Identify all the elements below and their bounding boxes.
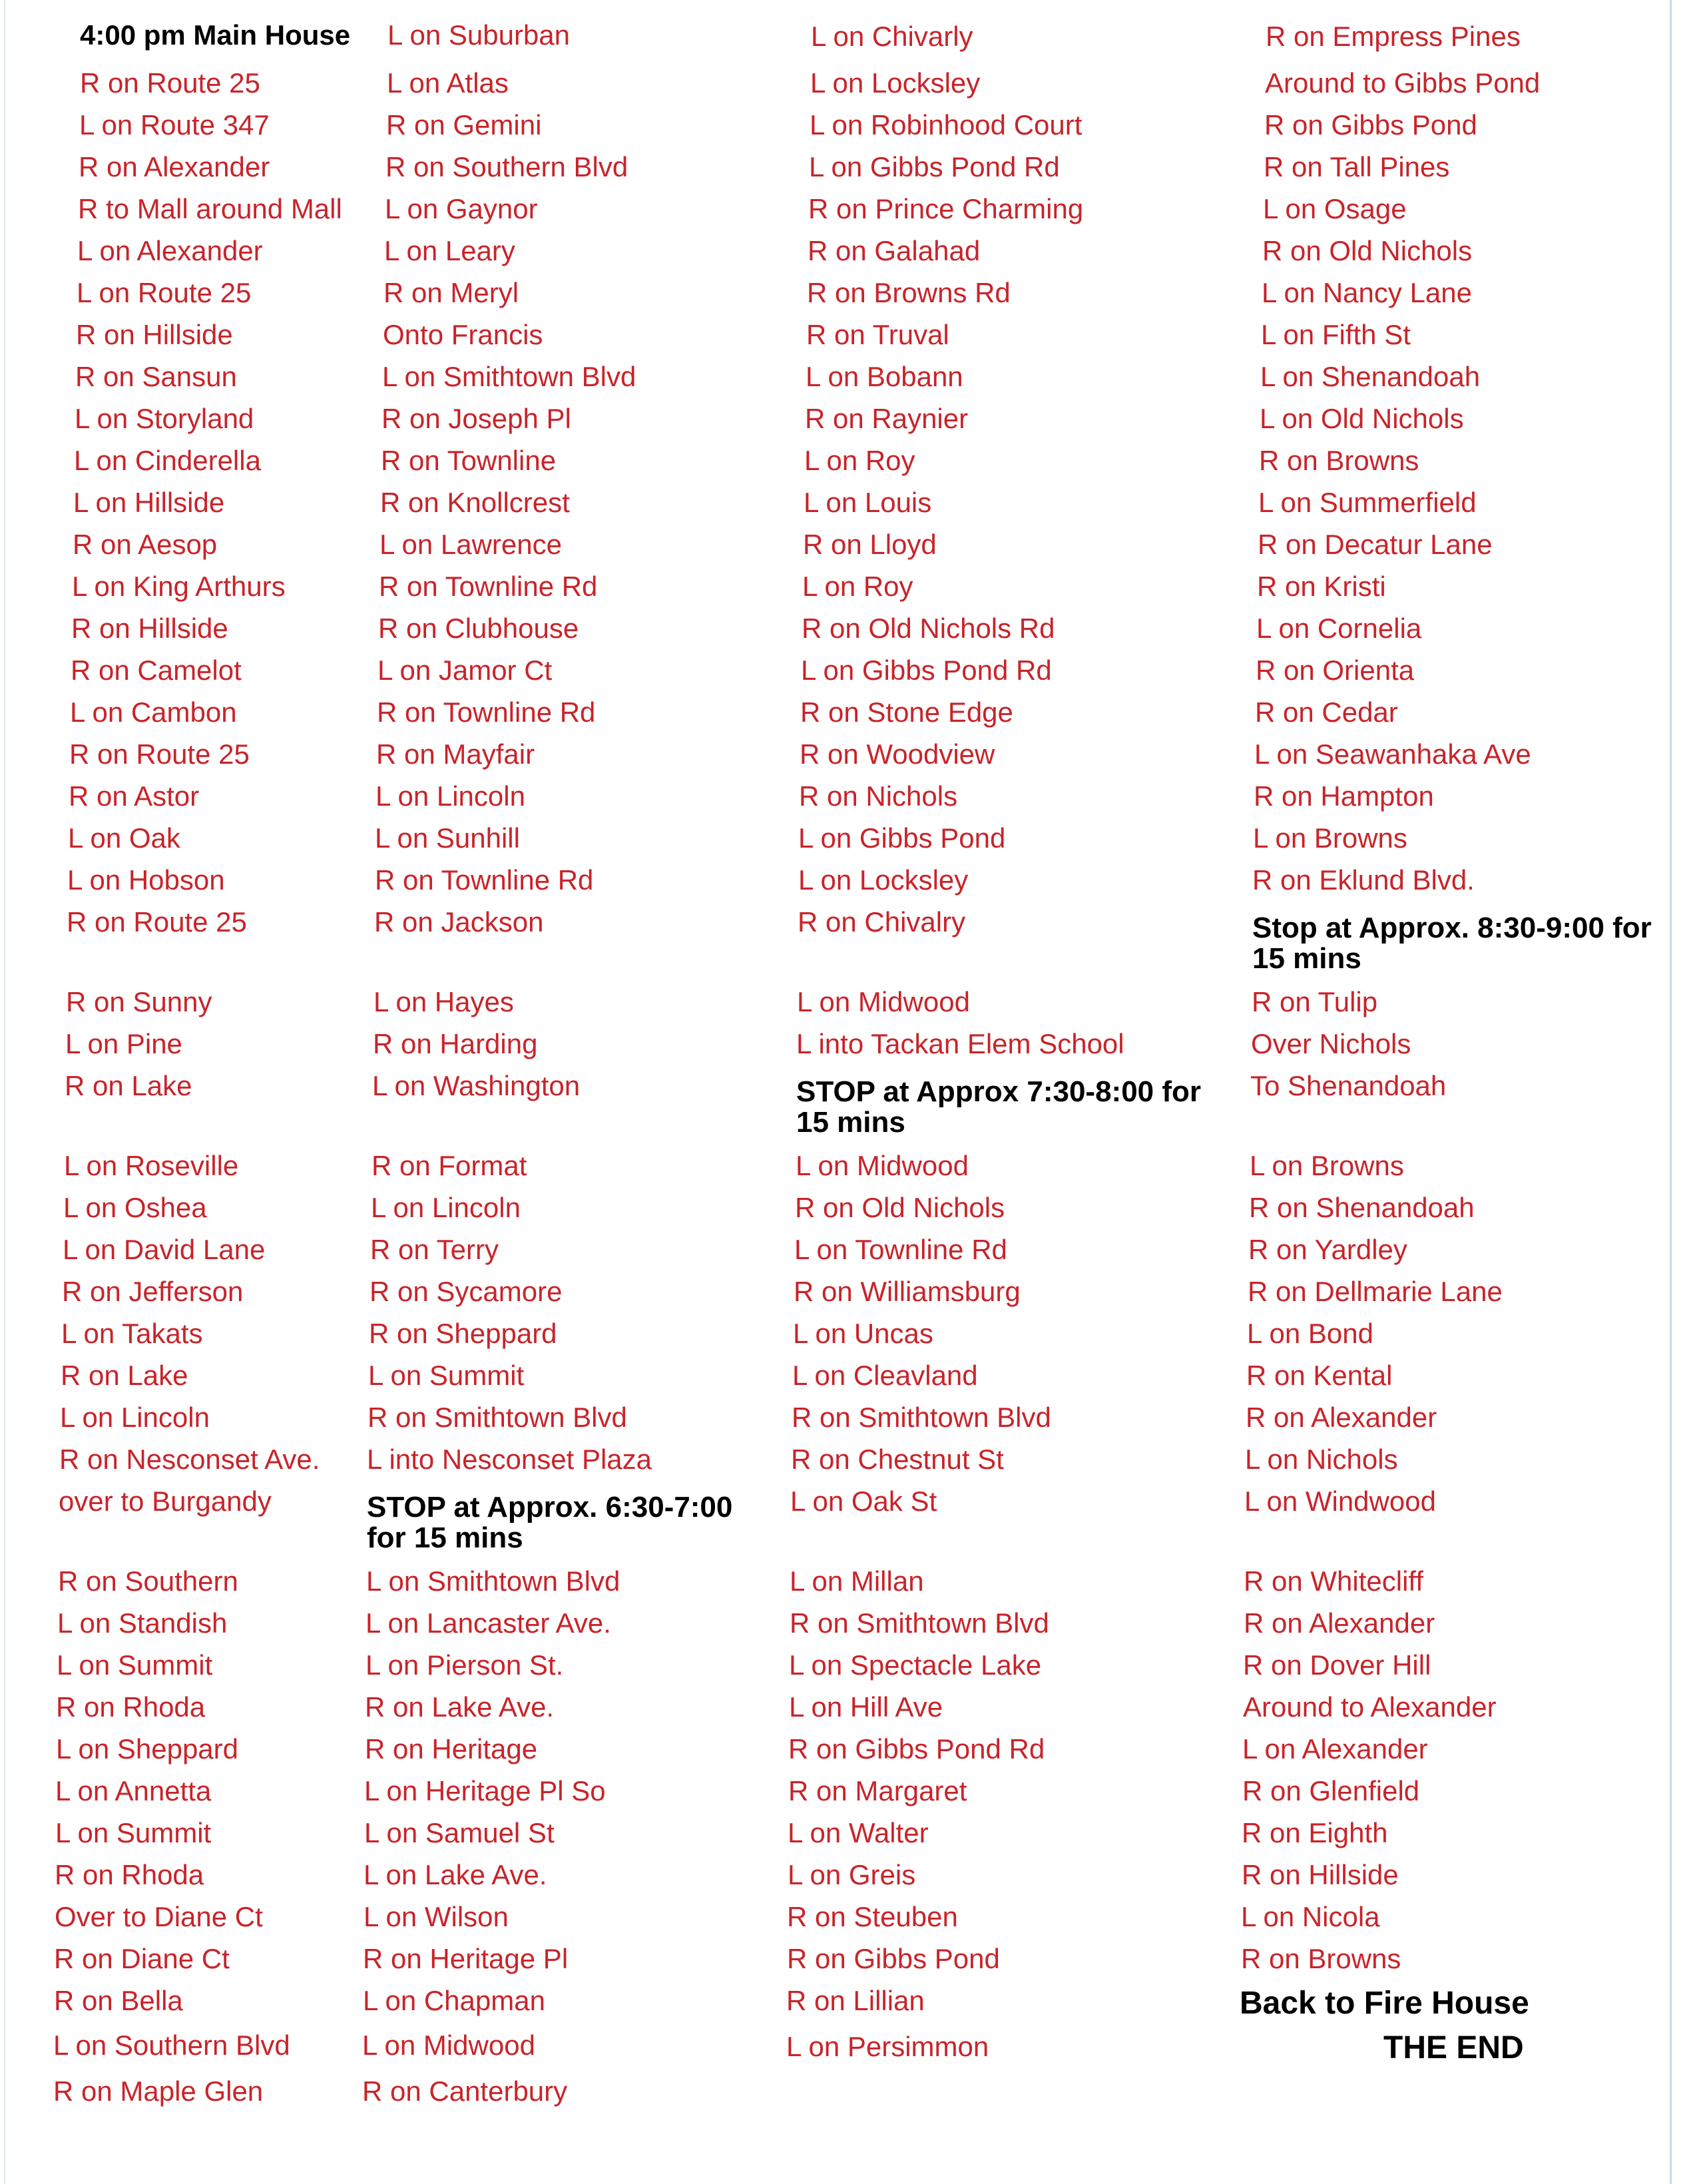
route-step: L on Fifth St	[1261, 319, 1411, 350]
route-step: L on Nichols	[1245, 1444, 1398, 1475]
route-step: L on Heritage Pl So	[364, 1775, 606, 1806]
route-step: R on Smithtown Blvd	[790, 1607, 1049, 1639]
route-step: R on Truval	[806, 319, 949, 350]
route-step: R on Maple Glen	[53, 2075, 264, 2107]
route-step: L on Alexander	[1242, 1733, 1428, 1765]
route-step: R on Terry	[370, 1234, 499, 1265]
route-step: L on Osage	[1263, 193, 1407, 224]
route-step: L on Oak St	[790, 1486, 937, 1517]
route-step: L on Chapman	[363, 1985, 545, 2016]
route-step: L on King Arthurs	[72, 571, 286, 602]
route-step: R on Alexander	[1244, 1607, 1435, 1639]
route-step: R on Hillside	[1242, 1859, 1399, 1890]
route-step: R on Browns Rd	[807, 277, 1011, 308]
route-step: L on Louis	[804, 487, 932, 518]
route-step: R on Empress Pines	[1266, 21, 1521, 52]
route-step: R on Orienta	[1256, 655, 1415, 686]
route-step: L on Annetta	[55, 1775, 212, 1806]
route-step: L on Hillside	[73, 487, 225, 518]
route-step: L on Browns	[1253, 822, 1407, 854]
route-step: R on Townline Rd	[375, 864, 594, 896]
route-step: L on Walter	[788, 1817, 929, 1848]
route-step: L on Gibbs Pond	[798, 822, 1006, 854]
route-step: R on Chestnut St	[791, 1444, 1004, 1475]
route-step: R on Astor	[69, 780, 200, 812]
route-step: R on Lake	[65, 1070, 192, 1101]
route-step: L on Oak	[68, 822, 180, 854]
route-step: L on Wilson	[363, 1901, 509, 1932]
route-step: L on Midwood	[796, 1150, 969, 1181]
route-step: L into Nesconset Plaza	[367, 1444, 652, 1475]
route-step: R on Whitecliff	[1244, 1565, 1423, 1597]
end-label: THE END	[1383, 2030, 1524, 2065]
route-step: R on Tulip	[1252, 986, 1378, 1017]
page-edge	[1670, 0, 1672, 2184]
route-step: R on Townline	[381, 445, 557, 476]
stop-notice: STOP at Approx. 6:30-7:00 for 15 mins	[367, 1491, 733, 1554]
route-step: L on Suburban	[387, 19, 571, 51]
stop-notice: Stop at Approx. 8:30-9:00 for 15 mins	[1252, 912, 1652, 975]
route-step: L on Southern Blvd	[53, 2030, 290, 2061]
route-step: R on Raynier	[805, 403, 969, 434]
route-step: L on Oshea	[63, 1192, 207, 1223]
route-step: L on Lake Ave.	[363, 1859, 547, 1890]
route-step: L on Jamor Ct	[377, 655, 553, 686]
route-step: L on Chivarly	[811, 21, 973, 52]
route-step: R on Decatur Lane	[1258, 529, 1493, 560]
route-step: L on Leary	[384, 235, 515, 266]
route-step: R on Nichols	[799, 780, 958, 812]
route-step: L on Locksley	[798, 864, 969, 896]
route-step: L on Gibbs Pond Rd	[801, 655, 1052, 686]
route-step: L on Sheppard	[56, 1733, 239, 1765]
stop-notice: STOP at Approx 7:30-8:00 for 15 mins	[796, 1075, 1202, 1139]
route-step: L on Gibbs Pond Rd	[809, 151, 1060, 182]
route-step: R on Heritage Pl	[363, 1943, 569, 1974]
route-step: R on Stone Edge	[800, 696, 1013, 728]
route-step: R on Format	[371, 1150, 527, 1181]
route-step: R on Lake Ave.	[365, 1691, 555, 1723]
route-step: R on Dellmarie Lane	[1248, 1276, 1503, 1307]
route-step: R on Jackson	[374, 906, 544, 938]
route-step: R on Rhoda	[55, 1859, 204, 1890]
route-step: L on Hayes	[373, 986, 514, 1017]
route-step: R on Browns	[1259, 445, 1419, 476]
route-step: L on Greis	[788, 1859, 916, 1890]
route-step: Around to Gibbs Pond	[1265, 67, 1541, 99]
route-step: L on Uncas	[793, 1318, 933, 1349]
route-step: L on Smithtown Blvd	[366, 1565, 620, 1597]
route-step: R on Steuben	[787, 1901, 958, 1932]
route-step: R on Route 25	[67, 906, 247, 938]
route-step: R on Gemini	[386, 109, 542, 140]
route-step: R on Nesconset Ave.	[59, 1444, 320, 1475]
route-step: L on Cinderella	[74, 445, 261, 476]
route-step: R on Aesop	[73, 529, 218, 560]
route-step: R on Williamsburg	[794, 1276, 1021, 1307]
route-step: R on Gibbs Pond	[1264, 109, 1477, 140]
route-step: R on Canterbury	[362, 2075, 568, 2107]
route-step: R on Lillian	[786, 1985, 925, 2016]
route-step: L on Shenandoah	[1260, 361, 1481, 392]
route-step: R on Bella	[54, 1985, 183, 2016]
route-step: R on Old Nichols Rd	[802, 613, 1055, 644]
route-step: L on Summerfield	[1258, 487, 1477, 518]
route-step: L on Gaynor	[385, 193, 538, 224]
closing-line: Back to Fire House	[1240, 1986, 1529, 2021]
route-step: L on Townline Rd	[794, 1234, 1007, 1265]
route-step: L on Route 25	[77, 277, 252, 308]
route-step: R on Hampton	[1254, 780, 1434, 812]
route-step: L on Lawrence	[379, 529, 562, 560]
route-step: R on Mayfair	[376, 738, 535, 770]
route-step: L on Summit	[55, 1817, 212, 1848]
route-step: R on Route 25	[69, 738, 250, 770]
route-step: L on Millan	[790, 1565, 924, 1597]
route-step: over to Burgandy	[59, 1486, 272, 1517]
route-step: R on Woodview	[800, 738, 995, 770]
route-step: R on Jefferson	[62, 1276, 244, 1307]
route-step: R on Smithtown Blvd	[792, 1402, 1051, 1433]
route-step: R on Old Nichols	[1262, 235, 1473, 266]
route-step: R on Hillside	[71, 613, 228, 644]
route-step: R on Diane Ct	[54, 1943, 230, 1974]
route-step: R on Lake	[61, 1360, 188, 1391]
route-step: L on Roy	[804, 445, 915, 476]
route-step: L on Summit	[368, 1360, 525, 1391]
route-step: L on Roy	[802, 571, 913, 602]
route-step: R on Old Nichols	[795, 1192, 1005, 1223]
route-step: R to Mall around Mall	[78, 193, 342, 224]
route-step: R on Sansun	[75, 361, 237, 392]
route-step: R on Kental	[1246, 1360, 1393, 1391]
route-step: R on Sunny	[66, 986, 212, 1017]
route-step: R on Kristi	[1257, 571, 1386, 602]
route-step: R on Rhoda	[56, 1691, 206, 1723]
route-step: L on Persimmon	[786, 2031, 989, 2062]
route-step: L on Lancaster Ave.	[365, 1607, 611, 1639]
route-step: R on Knollcrest	[380, 487, 570, 518]
route-step: R on Glenfield	[1242, 1775, 1420, 1806]
route-step: Over Nichols	[1251, 1028, 1411, 1059]
route-step: L on Bobann	[806, 361, 963, 392]
route-step: L on Smithtown Blvd	[382, 361, 636, 392]
route-step: L on Hill Ave	[789, 1691, 943, 1723]
route-step: L on David Lane	[63, 1234, 266, 1265]
route-step: L on Alexander	[77, 235, 263, 266]
route-step: L on Bond	[1247, 1318, 1373, 1349]
route-step: L on Lincoln	[375, 780, 525, 812]
route-step: R on Smithtown Blvd	[367, 1402, 627, 1433]
route-step: Around to Alexander	[1243, 1691, 1497, 1723]
route-step: R on Yardley	[1248, 1234, 1407, 1265]
route-step: L on Washington	[372, 1070, 581, 1101]
route-step: L on Atlas	[387, 67, 509, 99]
route-step: L on Lincoln	[60, 1402, 210, 1433]
route-step: R on Chivalry	[798, 906, 966, 938]
route-step: L on Pierson St.	[365, 1649, 564, 1681]
route-step: L on Route 347	[79, 109, 270, 140]
route-step: R on Townline Rd	[377, 696, 596, 728]
route-step: R on Clubhouse	[378, 613, 579, 644]
route-step: L on Seawanhaka Ave	[1254, 738, 1531, 770]
route-step: R on Cedar	[1255, 696, 1398, 728]
route-step: L on Storyland	[75, 403, 254, 434]
route-step: R on Browns	[1241, 1943, 1401, 1974]
route-step: R on Joseph Pl	[381, 403, 571, 434]
route-step: R on Eighth	[1242, 1817, 1388, 1848]
route-step: R on Lloyd	[803, 529, 937, 560]
route-step: R on Tall Pines	[1264, 151, 1450, 182]
route-step: L on Midwood	[362, 2030, 535, 2061]
route-step: L on Nicola	[1241, 1901, 1380, 1932]
route-step: L on Lincoln	[371, 1192, 521, 1223]
route-step: R on Galahad	[808, 235, 981, 266]
route-step: R on Hillside	[76, 319, 233, 350]
route-step: R on Dover Hill	[1243, 1649, 1431, 1681]
route-step: L on Sunhill	[375, 822, 520, 854]
route-step: L on Hobson	[67, 864, 225, 896]
route-step: L on Old Nichols	[1260, 403, 1464, 434]
route-step: R on Southern	[58, 1565, 238, 1597]
route-step: L on Nancy Lane	[1262, 277, 1473, 308]
route-step: R on Townline Rd	[379, 571, 598, 602]
route-step: Over to Diane Ct	[55, 1901, 263, 1932]
route-step: R on Camelot	[71, 655, 242, 686]
route-step: R on Sheppard	[369, 1318, 557, 1349]
route-step: L on Cornelia	[1256, 613, 1422, 644]
route-step: R on Heritage	[365, 1733, 538, 1765]
route-step: R on Prince Charming	[808, 193, 1084, 224]
route-step: L on Summit	[57, 1649, 213, 1681]
route-step: R on Eklund Blvd.	[1252, 864, 1475, 896]
route-step: R on Gibbs Pond	[787, 1943, 1000, 1974]
route-step: L on Cambon	[70, 696, 237, 728]
route-step: L on Cleavland	[792, 1360, 978, 1391]
route-step: R on Southern Blvd	[385, 151, 628, 182]
route-step: L into Tackan Elem School	[796, 1028, 1124, 1059]
route-step: R on Meryl	[383, 277, 519, 308]
start-time-heading: 4:00 pm Main House	[80, 19, 351, 51]
page-edge	[4, 0, 5, 2184]
route-step: R on Margaret	[788, 1775, 967, 1806]
route-step: L on Roseville	[64, 1150, 239, 1181]
route-step: R on Sycamore	[369, 1276, 563, 1307]
route-step: R on Route 25	[80, 67, 260, 99]
route-step: R on Harding	[373, 1028, 538, 1059]
route-step: To Shenandoah	[1250, 1070, 1447, 1101]
route-step: L on Takats	[61, 1318, 203, 1349]
route-step: L on Midwood	[797, 986, 970, 1017]
route-step: L on Standish	[57, 1607, 228, 1639]
route-step: L on Pine	[65, 1028, 182, 1059]
route-step: L on Browns	[1250, 1150, 1404, 1181]
route-step: L on Samuel St	[364, 1817, 555, 1848]
route-step: R on Alexander	[79, 151, 270, 182]
route-step: L on Robinhood Court	[810, 109, 1083, 140]
route-step: L on Spectacle Lake	[789, 1649, 1042, 1681]
route-step: R on Shenandoah	[1249, 1192, 1475, 1223]
route-step: L on Locksley	[810, 67, 981, 99]
route-step: Onto Francis	[383, 319, 543, 350]
route-step: R on Gibbs Pond Rd	[788, 1733, 1045, 1765]
route-step: L on Windwood	[1244, 1486, 1436, 1517]
route-step: R on Alexander	[1246, 1402, 1437, 1433]
